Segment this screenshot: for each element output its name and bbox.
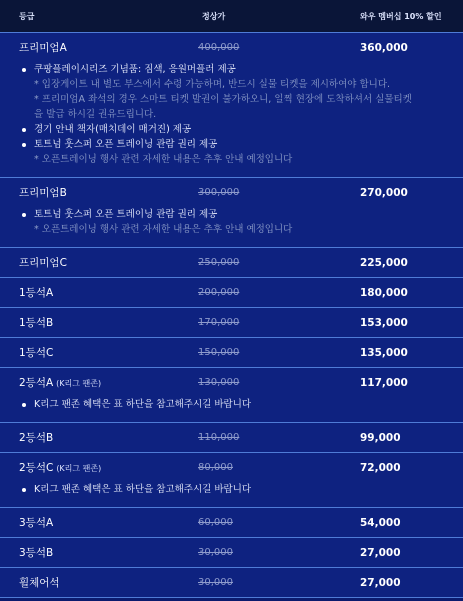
seat-grade-cell [0,545,176,560]
regular-price: 150,000 [198,347,240,358]
table-row [0,568,463,598]
seat-grade-cell [0,285,176,300]
regular-price: 200,000 [198,287,240,298]
bullet-icon [22,68,26,72]
regular-price: 170,000 [198,317,240,328]
seat-grade-cell [0,515,176,530]
member-price: 27,000 [360,576,401,589]
row-details [0,397,463,422]
benefit-text: 토트넘 훗스퍼 오픈 트레이닝 관람 권리 제공 [34,139,218,150]
benefit-text: 경기 안내 책자(매치데이 매거진) 제공 [34,124,192,135]
header-grade: 등급 [19,11,35,21]
row-main-line [0,453,463,482]
benefit-note: * 오픈트레이닝 행사 관련 자세한 내용은 추후 안내 예정입니다 [34,224,293,235]
header-regular-price: 정상가 [202,11,226,21]
table-row [0,308,463,338]
benefit-item [20,482,463,497]
row-main-line [0,338,463,367]
row-main-line [0,538,463,567]
benefit-note: * 입장게이트 내 별도 부스에서 수령 가능하며, 반드시 실물 티켓을 제시하여야 합니다. [34,79,391,90]
table-row [0,248,463,278]
regular-price: 80,000 [198,462,233,473]
member-price: 153,000 [360,316,408,329]
bullet-icon [22,213,26,217]
seat-grade-name: 3등석A [19,517,54,529]
bullet-icon [22,128,26,132]
regular-price: 110,000 [198,432,240,443]
row-main-line [0,178,463,207]
table-row [0,423,463,453]
seat-grade-name: 프리미엄B [19,187,67,199]
table-row [0,508,463,538]
member-price: 99,000 [360,431,401,444]
seat-grade-cell [0,185,176,200]
table-row [0,278,463,308]
seat-grade-name: 휠체어석 [19,577,60,589]
table-row [0,338,463,368]
row-main-line [0,33,463,62]
seat-grade-name: 3등석B [19,547,54,559]
seat-grade-name: 1등석A [19,287,54,299]
benefit-text: K리그 팬존 혜택은 표 하단을 참고해주시길 바랍니다 [34,484,252,495]
seat-grade-cell [0,40,176,55]
header-member-price: 와우 멤버십 10% 할인 [360,11,442,21]
benefit-text: 쿠팡플레이시리즈 기념품: 짐색, 응원머플러 제공 [34,64,236,75]
seat-grade-name: 프리미엄A [19,42,67,54]
bullet-icon [22,143,26,147]
member-price: 180,000 [360,286,408,299]
seat-grade-tag: (K리그 팬존) [56,464,102,473]
row-main-line [0,368,463,397]
row-main-line [0,278,463,307]
seat-grade-tag: (K리그 팬존) [56,379,102,388]
seat-grade-name: 1등석B [19,317,54,329]
table-body [0,33,463,598]
table-row [0,33,463,178]
bullet-icon [22,488,26,492]
seat-grade-name: 2등석A [19,377,54,389]
seat-grade-name: 2등석B [19,432,54,444]
benefit-note: 을 발급 하시길 권유드립니다. [34,109,157,120]
member-price: 270,000 [360,186,408,199]
regular-price: 250,000 [198,257,240,268]
member-price: 72,000 [360,461,401,474]
benefit-item [20,397,463,412]
row-details [0,482,463,507]
table-row [0,368,463,423]
table-header [0,0,463,33]
seat-grade-cell [0,460,176,475]
row-main-line [0,423,463,452]
row-main-line [0,508,463,537]
seat-grade-cell [0,345,176,360]
row-main-line [0,248,463,277]
seat-grade-cell [0,255,176,270]
benefit-item [20,62,463,77]
row-details [0,207,463,247]
seat-grade-cell [0,575,176,590]
benefit-item [20,207,463,222]
regular-price: 30,000 [198,577,233,588]
regular-price: 60,000 [198,517,233,528]
benefit-item [20,137,463,152]
member-price: 54,000 [360,516,401,529]
benefit-text: K리그 팬존 혜택은 표 하단을 참고해주시길 바랍니다 [34,399,252,410]
member-price: 27,000 [360,546,401,559]
seat-grade-cell [0,430,176,445]
member-price: 117,000 [360,376,408,389]
benefit-note: * 프리미엄A 좌석의 경우 스마트 티켓 발권이 불가하오니, 일찍 현장에 도착하셔서 실물티켓 [34,94,412,105]
seat-grade-name: 프리미엄C [19,257,67,269]
row-main-line [0,308,463,337]
benefit-note: * 오픈트레이닝 행사 관련 자세한 내용은 추후 안내 예정입니다 [34,154,293,165]
regular-price: 400,000 [198,42,240,53]
row-main-line [0,568,463,597]
regular-price: 300,000 [198,187,240,198]
benefit-text: 토트넘 훗스퍼 오픈 트레이닝 관람 권리 제공 [34,209,218,220]
table-row [0,538,463,568]
member-price: 225,000 [360,256,408,269]
seat-grade-cell [0,375,176,390]
table-row [0,453,463,508]
regular-price: 30,000 [198,547,233,558]
seat-grade-cell [0,315,176,330]
row-details [0,62,463,177]
seat-grade-name: 2등석C [19,462,54,474]
member-price: 135,000 [360,346,408,359]
table-row [0,178,463,248]
member-price: 360,000 [360,41,408,54]
regular-price: 130,000 [198,377,240,388]
benefit-item [20,122,463,137]
bullet-icon [22,403,26,407]
seat-grade-name: 1등석C [19,347,54,359]
